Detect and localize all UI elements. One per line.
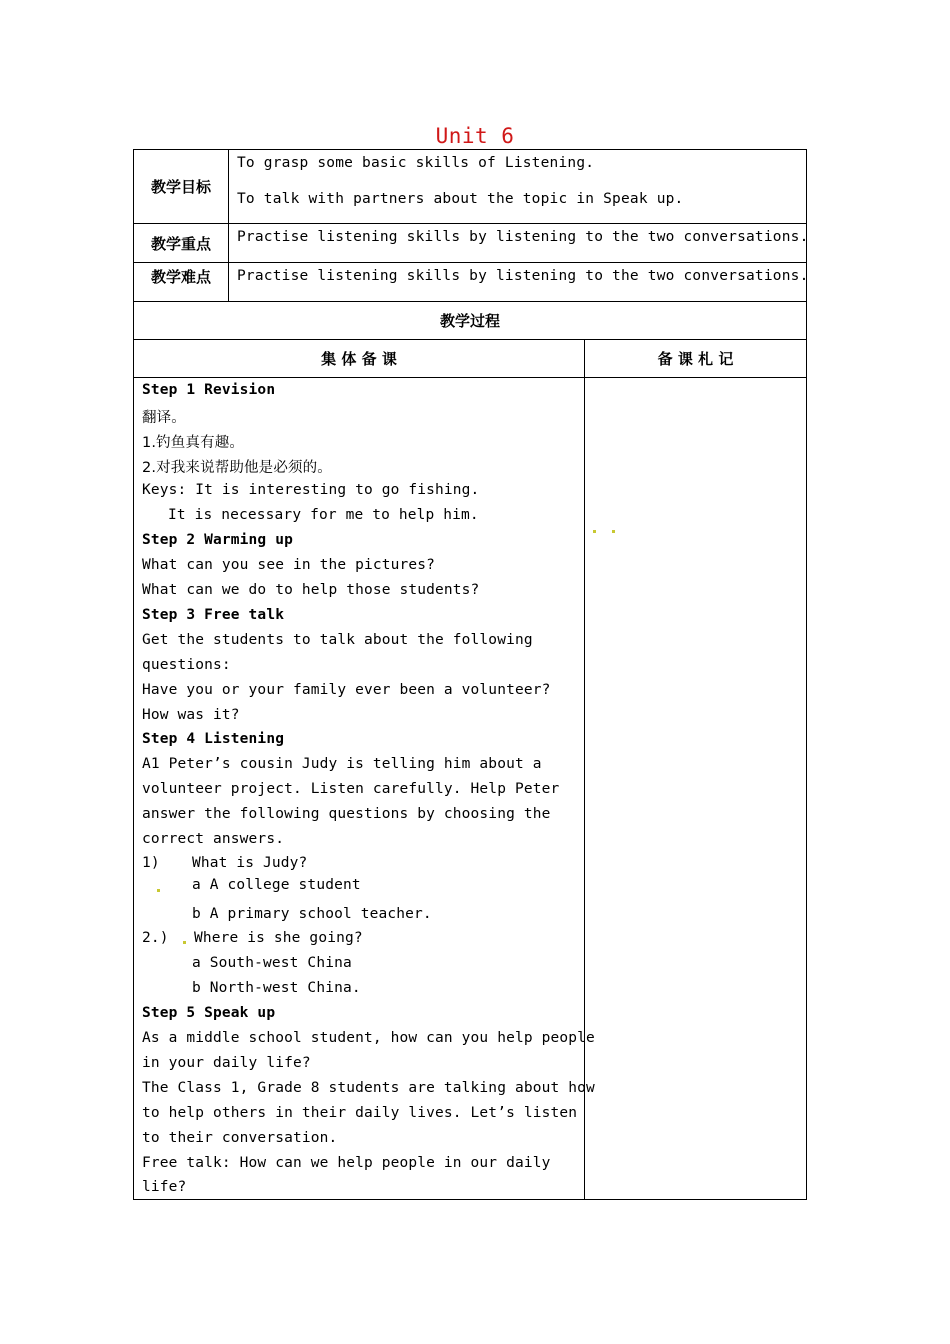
speak-up-line-7: life? bbox=[142, 1179, 187, 1195]
speak-up-line-2: in your daily life? bbox=[142, 1055, 311, 1071]
chinese-sentence-1: 1.钓鱼真有趣。 bbox=[142, 435, 245, 451]
warmup-question-2: What can we do to help those students? bbox=[142, 582, 480, 598]
keys-line-1: Keys: It is interesting to go fishing. bbox=[142, 482, 480, 498]
step-4-heading: Step 4 Listening bbox=[142, 731, 285, 747]
process-heading: 教学过程 bbox=[134, 302, 807, 340]
objective-line-2: To talk with partners about the topic in Speak up. bbox=[237, 191, 684, 207]
free-talk-line-3: Have you or your family ever been a volunteer? bbox=[142, 682, 551, 698]
listening-line-1: A1 Peter’s cousin Judy is telling him about a bbox=[142, 756, 542, 772]
listening-line-2: volunteer project. Listen carefully. Help Peter bbox=[142, 781, 560, 797]
key-points-cell bbox=[229, 224, 807, 263]
translate-instruction: 翻译。 bbox=[142, 410, 186, 426]
key-points-label: 教学重点 bbox=[134, 224, 229, 263]
lesson-body-row bbox=[134, 378, 807, 1200]
question-2-option-b: b North-west China. bbox=[192, 980, 361, 996]
speck-mark bbox=[183, 941, 186, 944]
group-prep-heading: 集 体 备 课 bbox=[134, 340, 585, 378]
question-2-option-a: a South-west China bbox=[192, 955, 352, 971]
step-1-heading: Step 1 Revision bbox=[142, 382, 276, 398]
listening-line-4: correct answers. bbox=[142, 831, 285, 847]
key-points-row bbox=[134, 224, 807, 263]
difficulties-row bbox=[134, 263, 807, 302]
notes-heading: 备 课 札 记 bbox=[585, 340, 807, 378]
objectives-cell bbox=[229, 150, 807, 224]
free-talk-line-2: questions: bbox=[142, 657, 231, 673]
lesson-plan-table bbox=[133, 149, 807, 1200]
question-1-option-a: a A college student bbox=[192, 877, 361, 893]
step-2-heading: Step 2 Warming up bbox=[142, 532, 293, 548]
free-talk-line-4: How was it? bbox=[142, 707, 240, 723]
question-1-text: What is Judy? bbox=[192, 855, 308, 871]
page-title: Unit 6 bbox=[435, 124, 515, 148]
free-talk-line-1: Get the students to talk about the following bbox=[142, 632, 533, 648]
difficulties-text: Practise listening skills by listening to the two conversations. bbox=[237, 268, 809, 284]
question-2-text: Where is she going? bbox=[194, 930, 363, 946]
difficulties-cell bbox=[229, 263, 807, 302]
speck-mark bbox=[612, 530, 615, 533]
speak-up-line-5: to their conversation. bbox=[142, 1130, 338, 1146]
question-2-number: 2.) bbox=[142, 930, 169, 946]
objectives-row bbox=[134, 150, 807, 224]
speck-mark bbox=[593, 530, 596, 533]
speak-up-line-4: to help others in their daily lives. Let’s listen bbox=[142, 1105, 578, 1121]
warmup-question-1: What can you see in the pictures? bbox=[142, 557, 436, 573]
question-1-option-b: b A primary school teacher. bbox=[192, 906, 432, 922]
key-points-text: Practise listening skills by listening to the two conversations. bbox=[237, 229, 809, 245]
objective-line-1: To grasp some basic skills of Listening. bbox=[237, 155, 595, 171]
speak-up-line-1: As a middle school student, how can you help people bbox=[142, 1030, 595, 1046]
keys-line-2: It is necessary for me to help him. bbox=[168, 507, 479, 523]
lesson-steps-cell bbox=[134, 378, 595, 1200]
step-3-heading: Step 3 Free talk bbox=[142, 607, 285, 623]
speak-up-line-3: The Class 1, Grade 8 students are talking about how bbox=[142, 1080, 595, 1096]
step-5-heading: Step 5 Speak up bbox=[142, 1005, 276, 1021]
notes-cell bbox=[585, 378, 807, 1200]
difficulties-label: 教学难点 bbox=[134, 263, 229, 302]
listening-line-3: answer the following questions by choosing the bbox=[142, 806, 551, 822]
speak-up-line-6: Free talk: How can we help people in our daily bbox=[142, 1155, 551, 1171]
speck-mark bbox=[157, 889, 160, 892]
column-header-row bbox=[134, 340, 807, 378]
process-row bbox=[134, 302, 807, 340]
chinese-sentence-2: 2.对我来说帮助他是必须的。 bbox=[142, 460, 332, 476]
question-1-number: 1) bbox=[142, 855, 160, 871]
objectives-label: 教学目标 bbox=[134, 150, 229, 224]
